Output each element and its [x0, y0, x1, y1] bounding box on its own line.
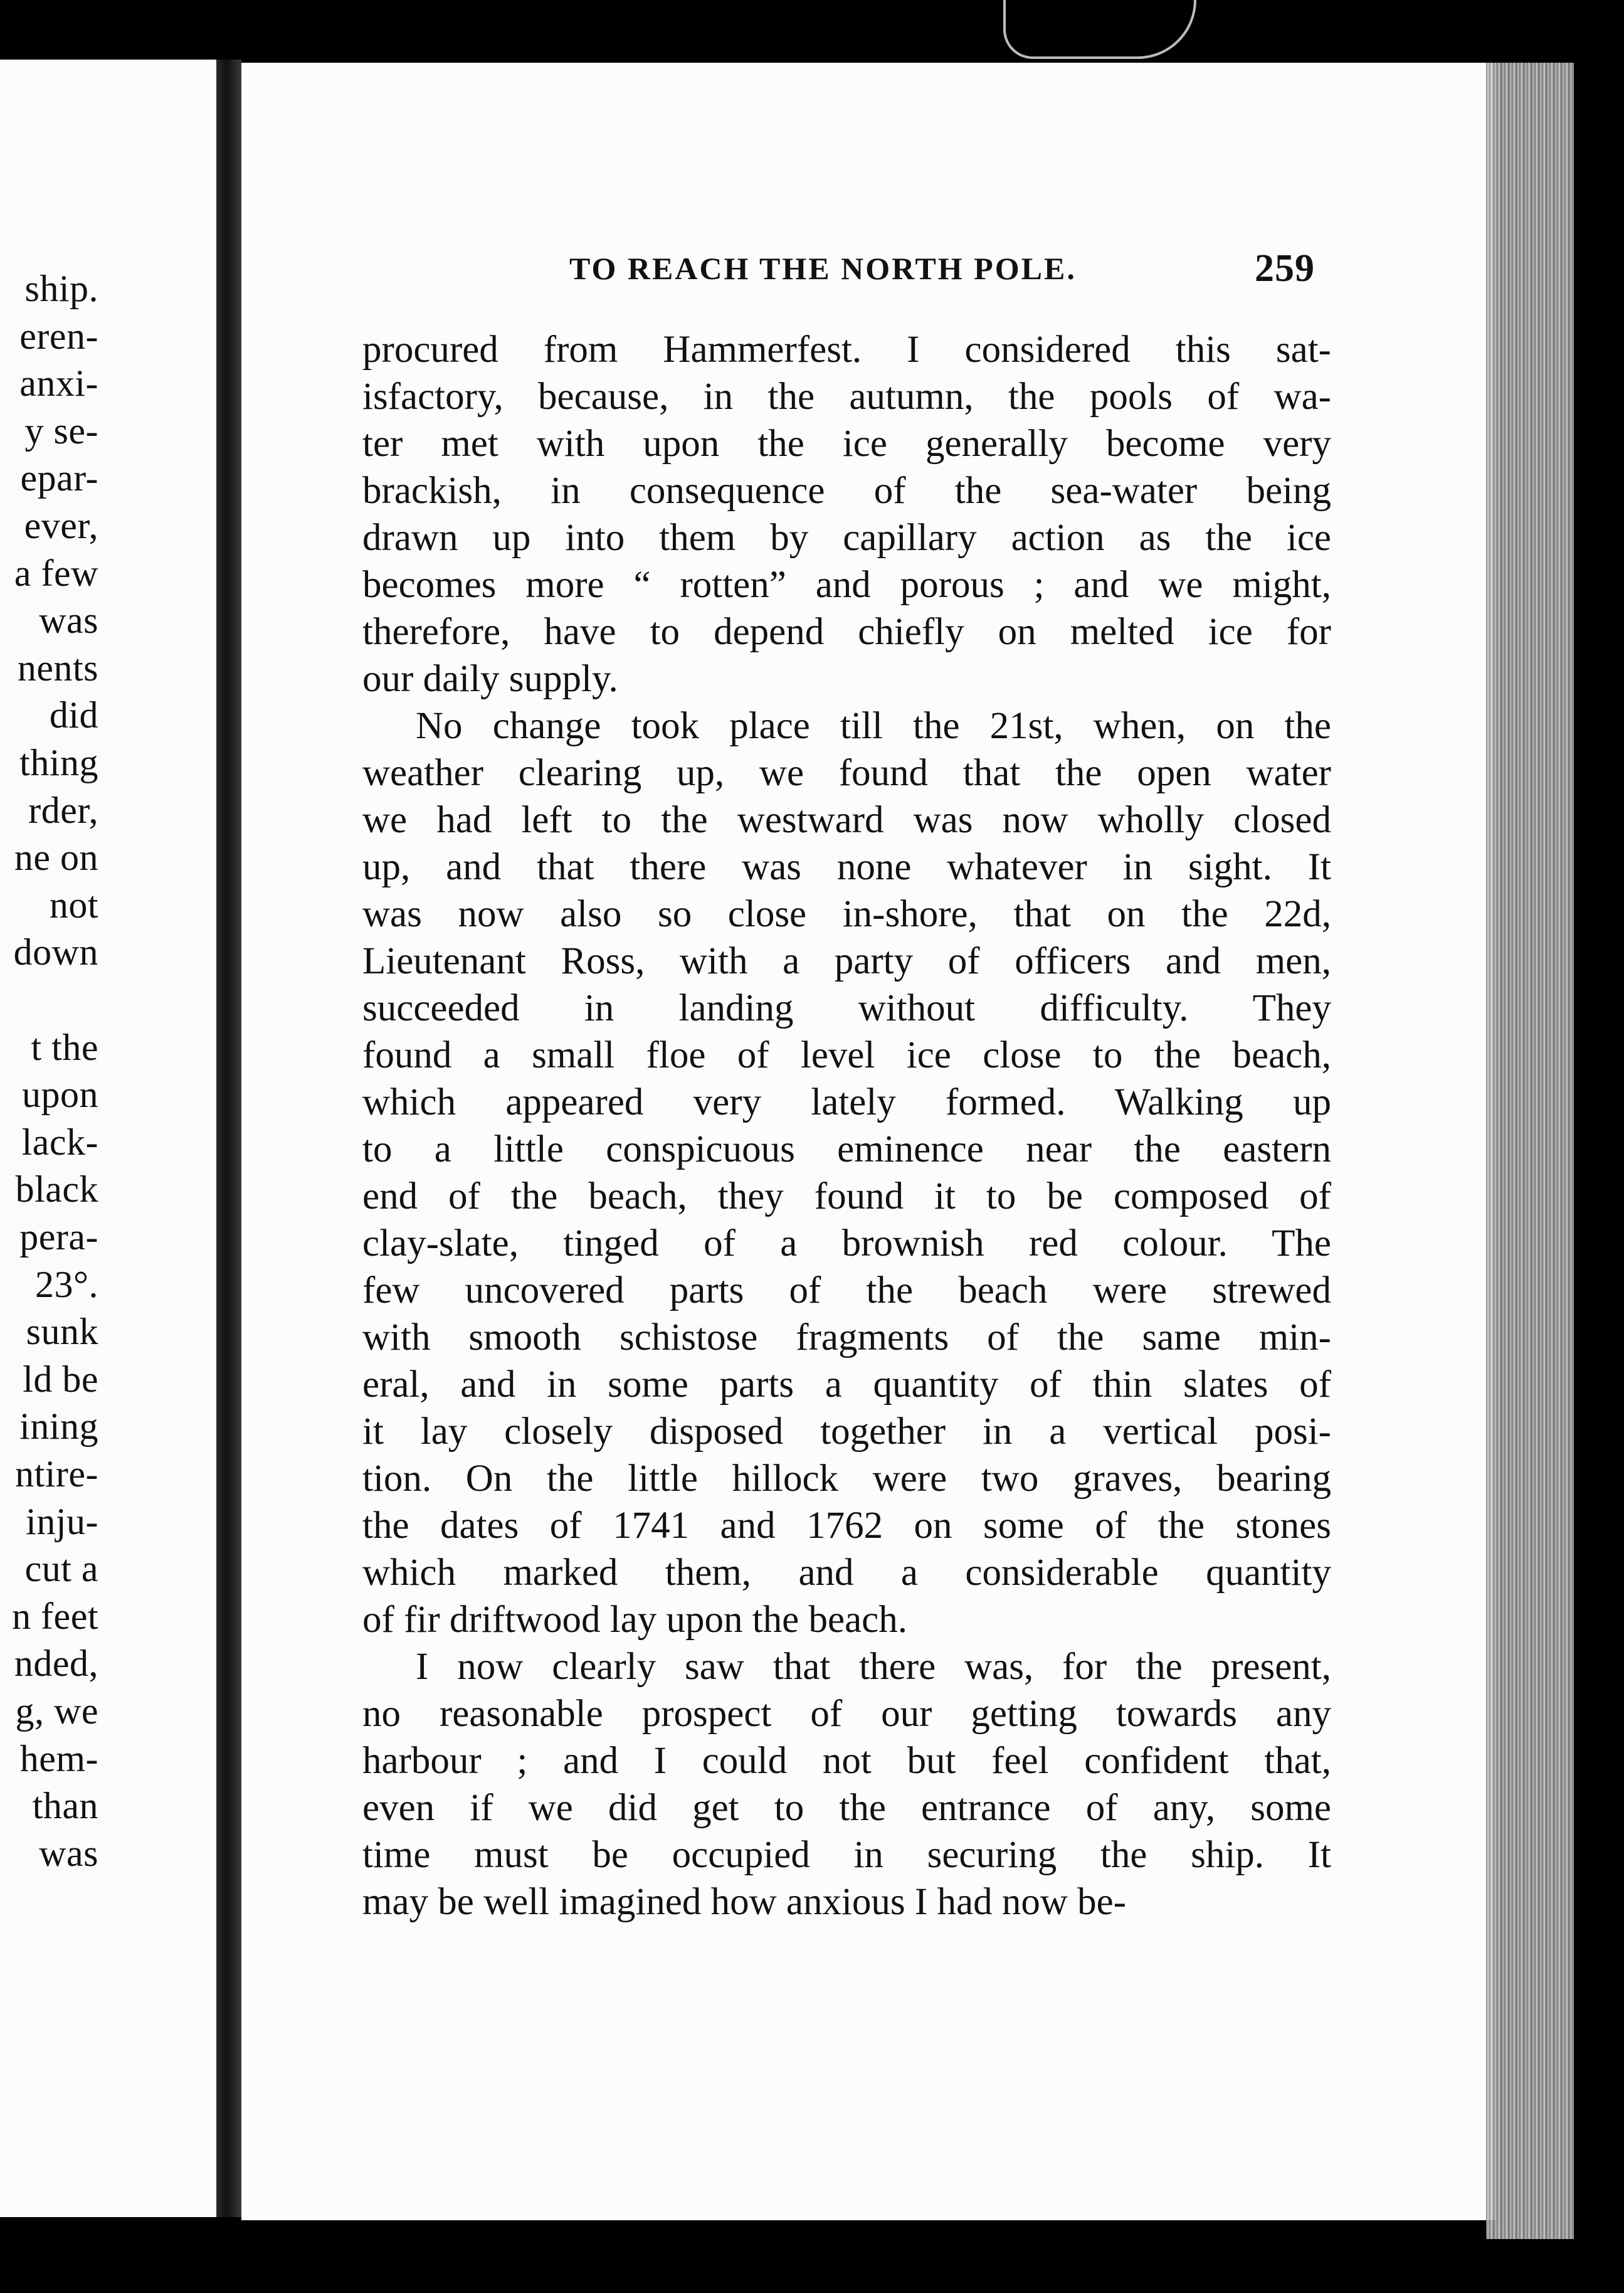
text-line: Lieutenant Ross, with a party of officers and men, [362, 940, 1331, 982]
left-page-line: a few [14, 552, 98, 594]
left-page-line: ever, [24, 505, 98, 546]
paragraph [362, 1643, 1331, 1925]
text-line: found a small floe of level ice close to the beach, [362, 1034, 1331, 1076]
body-text [362, 326, 1331, 1925]
left-page-line: 23°. [35, 1263, 98, 1305]
text-line: few uncovered parts of the beach were strewed [362, 1269, 1331, 1311]
left-page-line: black [15, 1168, 98, 1210]
left-page-line: epar- [20, 457, 98, 499]
text-line: our daily supply. [362, 658, 618, 700]
left-page-line: down [13, 931, 98, 973]
left-page-line: than [32, 1785, 98, 1827]
left-page-line: ship. [24, 268, 98, 309]
text-line: isfactory, because, in the autumn, the pools of wa- [362, 376, 1331, 418]
page-edges [1486, 63, 1574, 2239]
left-page-line: was [39, 1832, 98, 1874]
text-line: drawn up into them by capillary action as the ice [362, 517, 1331, 559]
paragraph [362, 702, 1331, 1643]
text-line: I now clearly saw that there was, for the present, [416, 1646, 1331, 1688]
left-page-line: ld be [23, 1358, 98, 1400]
left-page-line: pera- [19, 1216, 98, 1258]
text-line: up, and that there was none whatever in sight. It [362, 846, 1331, 888]
text-line: of fir driftwood lay upon the beach. [362, 1599, 907, 1641]
left-page-line: eren- [19, 315, 98, 357]
text-line: even if we did get to the entrance of any, some [362, 1787, 1331, 1829]
text-line: with smooth schistose fragments of the same min- [362, 1316, 1331, 1358]
left-page-line: y se- [24, 410, 98, 452]
text-line: time must be occupied in securing the ship. It [362, 1834, 1331, 1876]
stray-ink-mark [1003, 0, 1196, 59]
left-page-line: rder, [28, 789, 98, 831]
running-head: TO REACH THE NORTH POLE. [569, 251, 1077, 286]
text-line: it lay closely disposed together in a vertical posi- [362, 1411, 1331, 1453]
text-line: becomes more “ rotten” and porous ; and we might, [362, 564, 1331, 606]
text-line: which marked them, and a considerable quantity [362, 1552, 1331, 1594]
text-line: may be well imagined how anxious I had now be- [362, 1881, 1127, 1923]
left-page-line: anxi- [19, 363, 98, 405]
left-page-line: did [49, 694, 98, 736]
left-page-line: ne on [14, 837, 98, 879]
left-page-line: not [49, 884, 98, 926]
left-page-line: hem- [19, 1737, 98, 1779]
text-line: which appeared very lately formed. Walking up [362, 1081, 1331, 1123]
left-page-line: thing [19, 742, 98, 783]
text-line: ter met with upon the ice generally become very [362, 423, 1331, 465]
left-page-line: ining [19, 1406, 98, 1448]
text-line: harbour ; and I could not but feel confident that, [362, 1740, 1331, 1782]
text-line: weather clearing up, we found that the open water [362, 752, 1331, 794]
left-page-line: ntire- [15, 1453, 98, 1495]
book-gutter [216, 60, 241, 2217]
page-number: 259 [1255, 247, 1315, 290]
left-page-line: lack- [21, 1121, 98, 1163]
left-page-line: n feet [12, 1595, 98, 1637]
left-page [0, 60, 216, 2217]
left-page-line: nents [17, 647, 98, 689]
text-line: brackish, in consequence of the sea-water being [362, 470, 1331, 512]
text-line: end of the beach, they found it to be composed of [362, 1175, 1331, 1217]
text-line: eral, and in some parts a quantity of thin slates of [362, 1364, 1331, 1406]
text-line: we had left to the westward was now wholly closed [362, 799, 1331, 841]
left-page-line: was [39, 600, 98, 642]
left-page-line: nded, [14, 1643, 98, 1685]
text-line: No change took place till the 21st, when, on the [416, 705, 1331, 747]
text-line: procured from Hammerfest. I considered this sat- [362, 329, 1331, 371]
left-page-line: sunk [26, 1311, 98, 1353]
left-page-line: cut a [24, 1548, 98, 1590]
text-line: therefore, have to depend chiefly on melted ice for [362, 611, 1331, 653]
left-page-line: inju- [26, 1500, 98, 1542]
text-line: clay-slate, tinged of a brownish red colour. The [362, 1222, 1331, 1264]
text-line: was now also so close in-shore, that on the 22d, [362, 893, 1331, 935]
text-line: the dates of 1741 and 1762 on some of the stones [362, 1505, 1331, 1547]
text-line: no reasonable prospect of our getting towards any [362, 1693, 1331, 1735]
paragraph [362, 326, 1331, 702]
text-line: to a little conspicuous eminence near the eastern [362, 1128, 1331, 1170]
left-page-line: g, we [15, 1690, 98, 1732]
text-line: succeeded in landing without difficulty. They [362, 987, 1331, 1029]
left-page-line: t the [31, 1026, 98, 1068]
text-line: tion. On the little hillock were two graves, bearing [362, 1458, 1331, 1500]
left-page-line: upon [22, 1074, 98, 1116]
